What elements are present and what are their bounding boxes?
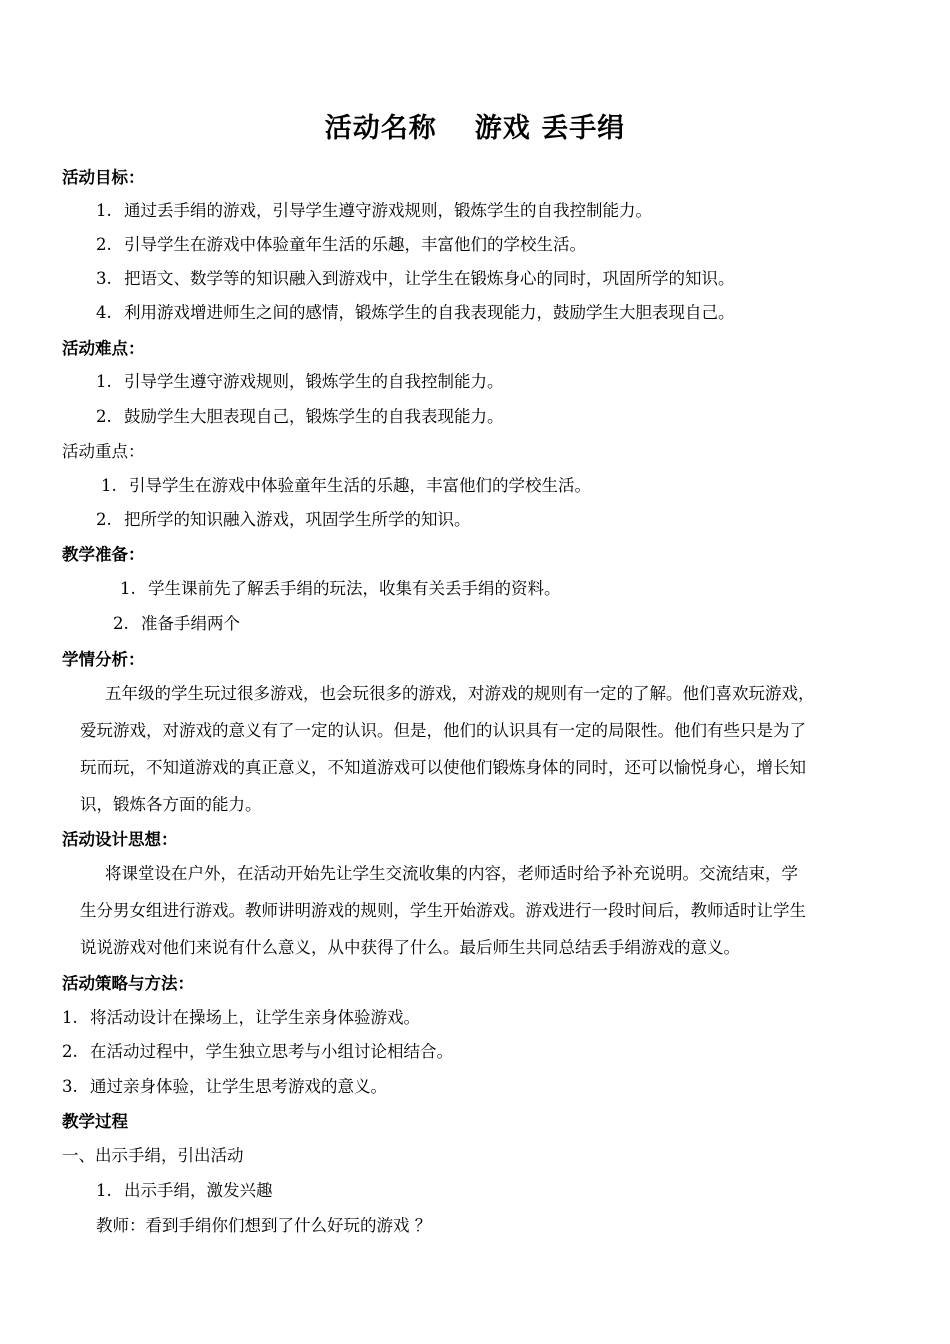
strategy-item: 3. 通过亲身体验，让学生思考游戏的意义。 [62, 1077, 387, 1096]
preparation-item: 2. 准备手绢两个 [113, 614, 240, 633]
preparation-item: 1. 学生课前先了解丢手绢的玩法，收集有关丢手绢的资料。 [120, 579, 561, 598]
goal-item: 2. 引导学生在游戏中体验童年生活的乐趣，丰富他们的学校生活。 [96, 235, 586, 254]
process-section-title: 一、出示手绢，引出活动 [62, 1146, 244, 1165]
goal-item: 4. 利用游戏增进师生之间的感情，锻炼学生的自我表现能力，鼓励学生大胆表现自己。 [96, 303, 735, 322]
teacher-question: 教师：看到手绢你们想到了什么好玩的游戏 ？ [96, 1216, 432, 1235]
difficulty-item: 2. 鼓励学生大胆表现自己，锻炼学生的自我表现能力。 [96, 407, 504, 426]
design-paragraph: 将课堂设在户外，在活动开始先让学生交流收集的内容，老师适时给予补充说明。交流结束，学 生分男女组进行游戏。教师讲明游戏的规则，学生开始游戏。游戏进行一段时间后，教师适时让学生 说说游戏对他们来说有什么意义，从中获得了什么。最后师生共同总结丢手绢游戏的意义。 [80, 864, 806, 957]
goal-item: 3. 把语文、数学等的知识融入到游戏中，让学生在锻炼身心的同时，巩固所学的知识。 [96, 269, 735, 288]
strategy-item: 2. 在活动过程中，学生独立思考与小组讨论相结合。 [62, 1042, 453, 1061]
strategy-item: 1. 将活动设计在操场上，让学生亲身体验游戏。 [62, 1008, 420, 1027]
preparation-heading: 教学准备： [62, 545, 145, 564]
difficulty-item: 1. 引导学生遵守游戏规则，锻炼学生的自我控制能力。 [96, 372, 504, 391]
analysis-paragraph: 五年级的学生玩过很多游戏，也会玩很多的游戏，对游戏的规则有一定的了解。他们喜欢玩游戏， 爱玩游戏，对游戏的意义有了一定的认识。但是，他们的认识具有一定的局限性。他们有些只是为了 玩而玩，不知道游戏的真正意义，不知道游戏可以使他们锻炼身体的同时，还可以愉悦身心，增长知 识，锻炼各方面的能力。 [80, 684, 815, 814]
keypoint-item: 1. 引导学生在游戏中体验童年生活的乐趣，丰富他们的学校生活。 [101, 476, 591, 495]
difficulties-heading: 活动难点： [62, 339, 145, 358]
goal-item: 1. 通过丢手绢的游戏，引导学生遵守游戏规则，锻炼学生的自我控制能力。 [96, 201, 652, 220]
process-heading: 教学过程 [62, 1112, 128, 1131]
process-step: 1. 出示手绢，激发兴趣 [96, 1181, 273, 1200]
design-heading: 活动设计思想： [62, 830, 178, 849]
strategy-heading: 活动策略与方法： [62, 974, 194, 993]
title-activity: 游戏 丢手绢 [474, 113, 626, 144]
goals-heading: 活动目标： [62, 168, 145, 187]
document-title [0, 106, 950, 145]
title-label: 活动名称 [324, 113, 437, 144]
analysis-heading: 学情分析： [62, 650, 145, 669]
keypoints-heading: 活动重点： [62, 442, 145, 461]
keypoint-item: 2. 把所学的知识融入游戏，巩固学生所学的知识。 [96, 510, 471, 529]
